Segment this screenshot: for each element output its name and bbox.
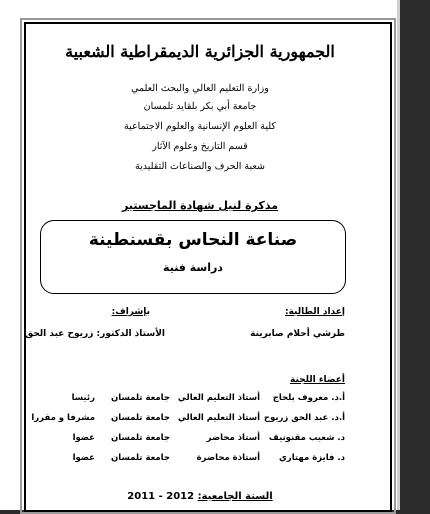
supervisor-label: بإشراف: bbox=[111, 307, 150, 317]
department-line: قسم التاريخ وعلوم الآثار bbox=[152, 141, 248, 152]
member-institution: جامعة تلمسان bbox=[111, 453, 170, 463]
member-institution: جامعة تلمسان bbox=[111, 393, 170, 403]
faculty-line: كلية العلوم الإنسانية والعلوم الاجتماعية bbox=[124, 121, 276, 132]
member-rank: أستاذة محاضرة bbox=[196, 453, 260, 463]
academic-year-label: السنة الجامعية: bbox=[197, 491, 273, 502]
prepared-by-label: إعداد الطالبة: bbox=[285, 307, 345, 317]
member-name: أ.د. عبد الحق زريوح bbox=[263, 413, 345, 423]
member-name: أ.د. معروف بلحاج bbox=[272, 393, 345, 403]
republic-heading: الجمهورية الجزائرية الديمقراطية الشعبية bbox=[65, 42, 335, 61]
member-role: عضوا bbox=[72, 453, 95, 463]
ministry-line: وزارة التعليم العالي والبحث العلمي bbox=[131, 83, 269, 94]
supervisor-name: الأستاذ الدكتور: زريوح عبد الحق bbox=[25, 329, 165, 339]
academic-year-value: 2011 - 2012 bbox=[127, 491, 195, 502]
committee-label: أعضاء اللجنة bbox=[290, 375, 345, 385]
member-role: عضوا bbox=[72, 433, 95, 443]
page-edge bbox=[397, 0, 400, 510]
member-rank: أستاذ التعليم العالي bbox=[177, 413, 260, 423]
member-role: مشرفا و مقررا bbox=[31, 413, 95, 423]
academic-year bbox=[0, 492, 400, 502]
student-name: طرشي أحلام صابرينة bbox=[250, 329, 345, 339]
member-role: رئيسا bbox=[71, 393, 95, 403]
member-rank: أستاذ محاضر bbox=[206, 433, 260, 443]
thesis-subtitle: دراسة فنية bbox=[163, 261, 223, 274]
member-rank: أستاذ التعليم العالي bbox=[177, 393, 260, 403]
member-name: د. فايزة مهتاري bbox=[279, 453, 345, 463]
degree-line: مذكرة لنيل شهادة الماجستير bbox=[121, 199, 278, 212]
branch-line: شعبة الحرف والصناعات التقليدية bbox=[135, 161, 265, 172]
thesis-title: صناعة النحاس بقسنطينة bbox=[88, 230, 298, 250]
member-institution: جامعة تلمسان bbox=[111, 413, 170, 423]
member-name: د. شعيب مقنونيف bbox=[268, 433, 345, 443]
university-line: جامعة أبي بكر بلقايد تلمسان bbox=[143, 101, 257, 112]
member-institution: جامعة تلمسان bbox=[111, 433, 170, 443]
